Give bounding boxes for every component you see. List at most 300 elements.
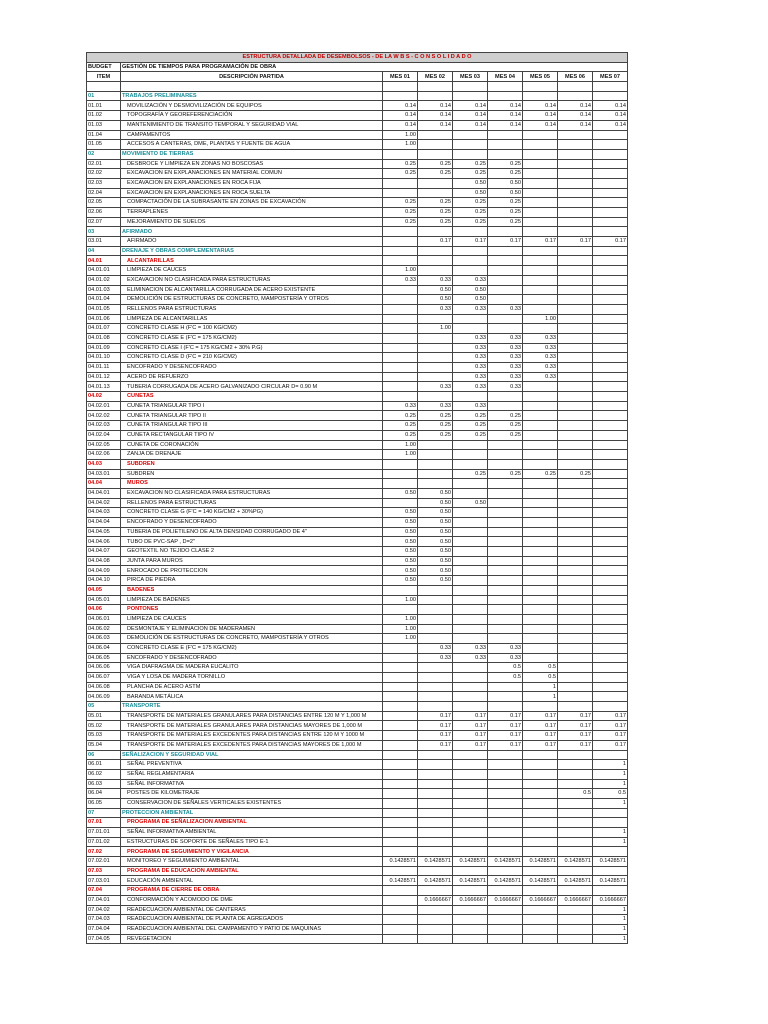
month-value-cell: 0.50 (418, 566, 453, 576)
month-value-cell (453, 227, 488, 237)
item-code-cell: 04.01.03 (87, 285, 121, 295)
month-value-cell (593, 847, 628, 857)
month-value-cell (488, 886, 523, 896)
month-value-cell: 0.25 (453, 198, 488, 208)
month-value-cell (523, 798, 558, 808)
item-code-cell: 04.04.02 (87, 498, 121, 508)
month-value-cell (523, 905, 558, 915)
month-value-cell: 0.50 (418, 556, 453, 566)
month-value-cell: 1 (593, 828, 628, 838)
month-value-cell (593, 140, 628, 150)
month-value-cell (383, 304, 418, 314)
month-value-cell (593, 866, 628, 876)
table-row (87, 469, 628, 479)
table-body (87, 82, 628, 944)
month-value-cell (558, 673, 593, 683)
month-value-cell (593, 169, 628, 179)
month-value-cell (453, 624, 488, 634)
section-row (87, 149, 628, 159)
description-cell: EXCAVACION EN EXPLANACIONES EN ROCA SUELTA (121, 188, 383, 198)
subsection-row (87, 847, 628, 857)
item-code-cell: 02 (87, 149, 121, 159)
month-value-cell: 0.50 (453, 498, 488, 508)
month-value-cell (383, 479, 418, 489)
month-value-cell (558, 304, 593, 314)
month-value-cell (418, 818, 453, 828)
table-row (87, 508, 628, 518)
month-value-cell: 0.1666667 (418, 895, 453, 905)
item-code-cell: 03.01 (87, 237, 121, 247)
table-row (87, 527, 628, 537)
month-value-cell (418, 924, 453, 934)
subsection-row (87, 866, 628, 876)
month-value-cell: 0.50 (453, 178, 488, 188)
month-header: MES 04 (488, 72, 523, 82)
table-row (87, 857, 628, 867)
month-value-cell: 1 (593, 915, 628, 925)
month-value-cell (593, 653, 628, 663)
subsection-row (87, 585, 628, 595)
subsection-row (87, 818, 628, 828)
month-value-cell (383, 643, 418, 653)
month-value-cell (383, 149, 418, 159)
month-value-cell (488, 227, 523, 237)
title-row (87, 53, 628, 63)
description-cell: PROGRAMA DE SEÑALIZACION AMBIENTAL (121, 818, 383, 828)
month-value-cell (593, 372, 628, 382)
month-value-cell: 0.50 (383, 508, 418, 518)
table-row (87, 924, 628, 934)
month-value-cell (418, 760, 453, 770)
month-value-cell (593, 217, 628, 227)
item-code-cell: 05.04 (87, 740, 121, 750)
month-value-cell: 0.25 (383, 208, 418, 218)
month-value-cell (593, 246, 628, 256)
month-header: MES 06 (558, 72, 593, 82)
description-cell: ACCESOS A CANTERAS, DME, PLANTAS Y FUENTE DE AGUA (121, 140, 383, 150)
table-row (87, 769, 628, 779)
month-value-cell (558, 934, 593, 944)
description-cell: ZANJA DE DRENAJE (121, 450, 383, 460)
item-code-cell: 04.01.01 (87, 266, 121, 276)
month-value-cell (453, 663, 488, 673)
month-value-cell: 1 (593, 769, 628, 779)
month-value-cell (558, 149, 593, 159)
item-code-cell: 04.01.11 (87, 363, 121, 373)
month-value-cell (558, 91, 593, 101)
month-value-cell (593, 382, 628, 392)
description-cell: DESMONTAJE Y ELIMINACION DE MADERAMEN (121, 624, 383, 634)
table-row (87, 295, 628, 305)
month-value-cell: 0.33 (453, 353, 488, 363)
description-cell: READECUACION AMBIENTAL DE PLANTA DE AGREGADOS (121, 915, 383, 925)
month-value-cell (453, 149, 488, 159)
month-value-cell (523, 769, 558, 779)
month-value-cell (523, 91, 558, 101)
month-value-cell (488, 614, 523, 624)
month-value-cell (558, 556, 593, 566)
month-value-cell (523, 886, 558, 896)
item-code-cell: 07.03 (87, 866, 121, 876)
month-value-cell: 0.33 (418, 304, 453, 314)
month-value-cell (383, 392, 418, 402)
table-row (87, 895, 628, 905)
description-cell: PONTONES (121, 605, 383, 615)
item-code-cell: 04.04.04 (87, 518, 121, 528)
month-value-cell: 0.25 (453, 430, 488, 440)
month-value-cell: 0.5 (488, 673, 523, 683)
month-value-cell (453, 82, 488, 92)
month-value-cell (383, 246, 418, 256)
month-value-cell (558, 828, 593, 838)
month-value-cell: 0.33 (418, 401, 453, 411)
month-value-cell (418, 178, 453, 188)
description-cell: EXCAVACION NO CLASIFICADA PARA ESTRUCTURAS (121, 275, 383, 285)
month-value-cell (453, 905, 488, 915)
month-value-cell: 0.33 (488, 353, 523, 363)
month-value-cell (558, 363, 593, 373)
item-code-cell: 04.04.06 (87, 537, 121, 547)
table-row (87, 82, 628, 92)
month-value-cell (523, 653, 558, 663)
month-value-cell (488, 576, 523, 586)
description-cell (121, 82, 383, 92)
month-value-cell: 0.17 (593, 740, 628, 750)
month-value-cell (488, 450, 523, 460)
month-value-cell (453, 556, 488, 566)
month-value-cell (383, 828, 418, 838)
month-value-cell (558, 798, 593, 808)
table-row (87, 430, 628, 440)
month-value-cell: 1.00 (383, 266, 418, 276)
table-row (87, 760, 628, 770)
month-value-cell (558, 217, 593, 227)
description-cell: CAMPAMENTOS (121, 130, 383, 140)
month-value-cell (523, 285, 558, 295)
month-value-cell: 0.14 (383, 111, 418, 121)
description-cell: PLANCHA DE ACERO ASTM (121, 682, 383, 692)
month-value-cell (593, 198, 628, 208)
month-value-cell (593, 479, 628, 489)
item-code-cell: 04.06.05 (87, 653, 121, 663)
month-value-cell (523, 246, 558, 256)
month-value-cell: 0.33 (488, 304, 523, 314)
month-value-cell: 0.50 (383, 576, 418, 586)
month-value-cell (383, 924, 418, 934)
month-value-cell (593, 324, 628, 334)
table-row (87, 198, 628, 208)
description-cell: TERRAPLENES (121, 208, 383, 218)
month-value-cell (418, 353, 453, 363)
month-value-cell: 0.1428571 (488, 857, 523, 867)
month-value-cell: 0.14 (383, 101, 418, 111)
month-value-cell: 0.17 (453, 721, 488, 731)
table-row (87, 682, 628, 692)
month-value-cell (488, 924, 523, 934)
description-cell: SEÑAL REGLAMENTARIA (121, 769, 383, 779)
month-value-cell (558, 769, 593, 779)
month-value-cell: 0.50 (383, 547, 418, 557)
month-value-cell (558, 682, 593, 692)
month-value-cell (418, 479, 453, 489)
month-value-cell: 0.25 (488, 198, 523, 208)
section-row (87, 227, 628, 237)
table-row (87, 285, 628, 295)
month-value-cell: 0.1428571 (383, 857, 418, 867)
month-value-cell: 0.17 (523, 731, 558, 741)
month-value-cell (558, 760, 593, 770)
month-value-cell: 0.33 (488, 372, 523, 382)
month-value-cell: 1.00 (383, 450, 418, 460)
table-row (87, 314, 628, 324)
month-value-cell: 0.50 (453, 295, 488, 305)
month-value-cell (523, 149, 558, 159)
table-row (87, 614, 628, 624)
month-value-cell: 0.25 (418, 169, 453, 179)
month-value-cell (418, 866, 453, 876)
month-value-cell: 0.33 (453, 372, 488, 382)
month-value-cell: 0.1428571 (453, 857, 488, 867)
table-row (87, 304, 628, 314)
month-value-cell (488, 537, 523, 547)
month-value-cell (593, 750, 628, 760)
description-cell: DEMOLICIÓN DE ESTRUCTURAS DE CONCRETO, MAMPOSTERÍA Y OTROS (121, 634, 383, 644)
month-value-cell (523, 556, 558, 566)
month-value-cell (593, 256, 628, 266)
description-cell: ELIMINACION DE ALCANTARILLA CORRUGADA DE ACERO EXISTENTE (121, 285, 383, 295)
description-cell: MUROS (121, 479, 383, 489)
table-row (87, 653, 628, 663)
description-cell: GEOTEXTIL NO TEJIDO CLASE 2 (121, 547, 383, 557)
month-value-cell: 0.1428571 (558, 876, 593, 886)
table-row (87, 130, 628, 140)
month-value-cell (593, 624, 628, 634)
month-value-cell (523, 82, 558, 92)
month-value-cell: 0.14 (558, 111, 593, 121)
month-value-cell (523, 585, 558, 595)
month-value-cell: 0.50 (418, 537, 453, 547)
month-value-cell (383, 769, 418, 779)
month-value-cell: 0.17 (593, 237, 628, 247)
month-value-cell (523, 440, 558, 450)
month-value-cell (383, 702, 418, 712)
month-value-cell: 0.33 (453, 363, 488, 373)
month-value-cell: 0.17 (453, 711, 488, 721)
description-cell: TRANSPORTE DE MATERIALES GRANULARES PARA DISTANCIAS ENTRE 120 M Y 1,000 M (121, 711, 383, 721)
month-value-cell (418, 915, 453, 925)
month-value-cell (418, 673, 453, 683)
month-value-cell (453, 692, 488, 702)
item-code-cell: 07.04.05 (87, 934, 121, 944)
month-value-cell (593, 430, 628, 440)
month-value-cell (383, 886, 418, 896)
month-value-cell (523, 392, 558, 402)
month-value-cell (383, 343, 418, 353)
month-value-cell (523, 547, 558, 557)
item-code-cell: 04.01.06 (87, 314, 121, 324)
table-row (87, 537, 628, 547)
month-value-cell (453, 673, 488, 683)
item-code-cell: 03 (87, 227, 121, 237)
month-value-cell (383, 91, 418, 101)
table-row (87, 421, 628, 431)
month-value-cell (523, 643, 558, 653)
month-value-cell (418, 392, 453, 402)
description-cell: RELLENOS PARA ESTRUCTURAS (121, 304, 383, 314)
month-value-cell (593, 149, 628, 159)
month-value-cell (593, 673, 628, 683)
month-value-cell (488, 702, 523, 712)
month-value-cell (418, 372, 453, 382)
month-value-cell (383, 382, 418, 392)
month-value-cell: 0.1666667 (593, 895, 628, 905)
month-value-cell: 0.25 (523, 469, 558, 479)
subsection-row (87, 256, 628, 266)
month-value-cell: 0.25 (383, 169, 418, 179)
item-code-cell: 07.01 (87, 818, 121, 828)
month-value-cell: 0.50 (418, 527, 453, 537)
month-value-cell: 0.14 (488, 120, 523, 130)
month-value-cell (558, 459, 593, 469)
month-value-cell: 0.17 (593, 721, 628, 731)
item-code-cell: 04.04.03 (87, 508, 121, 518)
month-value-cell (558, 692, 593, 702)
month-value-cell: 0.50 (383, 556, 418, 566)
month-value-cell (418, 343, 453, 353)
table-row (87, 266, 628, 276)
description-cell: TRANSPORTE (121, 702, 383, 712)
month-value-cell (558, 847, 593, 857)
month-value-cell (593, 576, 628, 586)
budget-row (87, 62, 628, 72)
month-value-cell: 0.25 (488, 430, 523, 440)
month-value-cell (453, 130, 488, 140)
month-value-cell: 0.14 (418, 120, 453, 130)
description-cell: CUNETAS (121, 392, 383, 402)
month-value-cell (383, 653, 418, 663)
item-code-cell: 05.02 (87, 721, 121, 731)
month-value-cell (453, 798, 488, 808)
month-value-cell (523, 130, 558, 140)
month-value-cell: 0.25 (488, 469, 523, 479)
month-value-cell: 0.25 (488, 421, 523, 431)
month-value-cell (593, 333, 628, 343)
table-row (87, 498, 628, 508)
month-value-cell (418, 314, 453, 324)
month-value-cell (523, 479, 558, 489)
month-value-cell: 0.1428571 (488, 876, 523, 886)
month-value-cell (488, 527, 523, 537)
month-value-cell: 0.25 (418, 421, 453, 431)
item-code-cell: 02.01 (87, 159, 121, 169)
item-code-cell: 04.04.05 (87, 527, 121, 537)
month-value-cell (453, 924, 488, 934)
description-cell: READECUACION AMBIENTAL DE CANTERAS (121, 905, 383, 915)
month-value-cell: 0.33 (418, 653, 453, 663)
item-code-cell: 04.01.04 (87, 295, 121, 305)
month-value-cell (383, 731, 418, 741)
month-value-cell: 1.00 (383, 595, 418, 605)
item-code-cell: 04.02.06 (87, 450, 121, 460)
month-value-cell (383, 227, 418, 237)
table-row (87, 324, 628, 334)
month-value-cell (383, 237, 418, 247)
month-value-cell (453, 140, 488, 150)
month-value-cell (558, 130, 593, 140)
month-value-cell (593, 556, 628, 566)
month-value-cell: 0.33 (418, 643, 453, 653)
month-value-cell (488, 566, 523, 576)
item-code-cell: 04.06.03 (87, 634, 121, 644)
item-code-cell: 01.04 (87, 130, 121, 140)
month-value-cell (453, 605, 488, 615)
table-row (87, 275, 628, 285)
item-code-cell: 04.02.05 (87, 440, 121, 450)
month-value-cell (558, 585, 593, 595)
description-cell: PROTECCION AMBIENTAL (121, 808, 383, 818)
month-value-cell (488, 440, 523, 450)
month-value-cell (558, 382, 593, 392)
month-value-cell: 0.14 (558, 120, 593, 130)
month-value-cell (418, 614, 453, 624)
item-code-cell: 04.04.01 (87, 488, 121, 498)
month-value-cell (593, 488, 628, 498)
description-cell: TUBERIA CORRUGADA DE ACERO GALVANIZADO CIRCULAR D= 0.90 M (121, 382, 383, 392)
item-code-cell: 04.02.02 (87, 411, 121, 421)
budget-label: BUDGET (87, 62, 121, 72)
month-value-cell (558, 285, 593, 295)
description-cell: EXCAVACION NO CLASIFICADA PARA ESTRUCTURAS (121, 488, 383, 498)
month-value-cell (523, 508, 558, 518)
month-value-cell (488, 595, 523, 605)
month-value-cell (558, 595, 593, 605)
month-value-cell (453, 450, 488, 460)
month-value-cell (453, 585, 488, 595)
month-value-cell: 0.17 (558, 237, 593, 247)
month-value-cell (418, 605, 453, 615)
month-value-cell (558, 634, 593, 644)
table-row (87, 905, 628, 915)
table-row (87, 789, 628, 799)
month-value-cell (593, 643, 628, 653)
item-code-cell: 05 (87, 702, 121, 712)
month-value-cell: 0.25 (558, 469, 593, 479)
month-value-cell (558, 169, 593, 179)
month-value-cell (453, 614, 488, 624)
month-value-cell (558, 808, 593, 818)
month-value-cell: 0.14 (523, 101, 558, 111)
month-value-cell (593, 886, 628, 896)
month-value-cell (418, 459, 453, 469)
month-value-cell (488, 905, 523, 915)
item-code-cell: 01.03 (87, 120, 121, 130)
item-code-cell: 04.01.12 (87, 372, 121, 382)
month-value-cell (453, 537, 488, 547)
month-value-cell (418, 363, 453, 373)
month-value-cell (593, 537, 628, 547)
month-header: MES 07 (593, 72, 628, 82)
month-value-cell (488, 324, 523, 334)
item-code-cell: 04.01.07 (87, 324, 121, 334)
month-value-cell (558, 333, 593, 343)
month-value-cell (593, 285, 628, 295)
description-cell: LIMPIEZA DE CAUCES (121, 614, 383, 624)
table-row (87, 237, 628, 247)
month-value-cell (383, 818, 418, 828)
month-value-cell (558, 256, 593, 266)
month-value-cell: 0.33 (523, 372, 558, 382)
month-value-cell (558, 653, 593, 663)
